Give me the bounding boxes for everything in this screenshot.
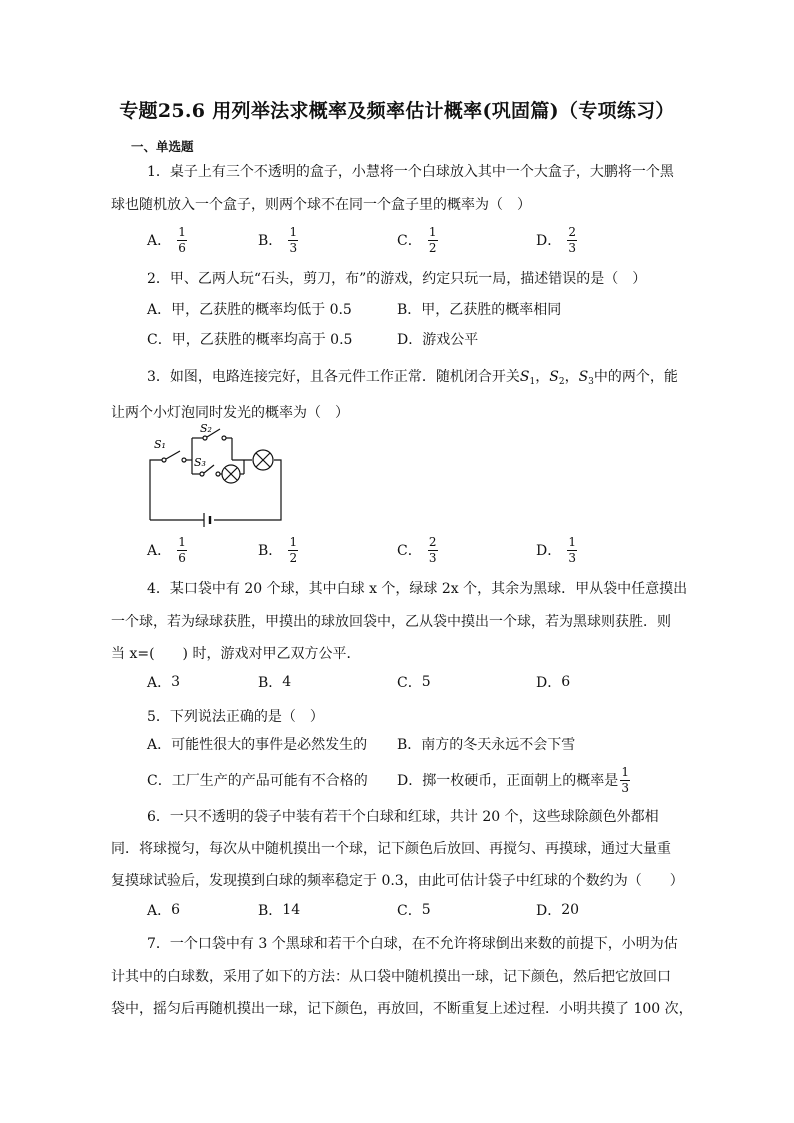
question-7-line-1: 7．一个口袋中有 3 个黑球和若干个白球，在不允许将球倒出来数的前提下，小明为估 (147, 936, 678, 952)
option-text: 4 (282, 674, 292, 690)
question-1-line-2: 球也随机放入一个盒子，则两个球不在同一个盒子里的概率为（ ） (111, 197, 531, 213)
question-4-line-2: 一个球，若为绿球获胜，甲摸出的球放回袋中，乙从袋中摸出一个球，若为黑球则获胜．则 (111, 614, 671, 630)
q6-option-a[interactable] (147, 892, 180, 928)
q3-option-d[interactable] (536, 532, 579, 568)
q4-option-b[interactable] (258, 664, 291, 700)
question-6-options (147, 892, 707, 928)
option-text: 6 (171, 902, 181, 918)
q4-option-c[interactable] (397, 664, 431, 700)
q6-option-c[interactable] (397, 892, 431, 928)
fraction: $\frac{2}{3}$ (568, 224, 577, 255)
option-text: 6 (561, 674, 571, 690)
option-text: 甲，乙获胜的概率相同 (421, 302, 562, 318)
q1-option-c[interactable] (397, 222, 440, 258)
page-title: 专题25.6 用列举法求概率及频率估计概率(巩固篇)（专项练习） (119, 100, 675, 122)
option-label: A． (147, 543, 172, 559)
q5-option-a[interactable] (147, 726, 367, 762)
circuit-diagram (140, 424, 290, 528)
option-label: D． (397, 332, 423, 348)
fraction: $\frac{1}{2}$ (289, 534, 298, 565)
option-label: B． (258, 233, 283, 249)
option-label: D． (536, 543, 562, 559)
option-label: B． (397, 737, 422, 753)
option-label: A． (147, 233, 172, 249)
question-1-options (147, 222, 707, 258)
option-text: 14 (282, 902, 301, 918)
fraction: $\frac{1}{3}$ (621, 764, 630, 795)
q1-option-b[interactable] (258, 222, 300, 258)
option-text: 5 (421, 902, 431, 918)
option-label: A． (147, 675, 172, 691)
fraction: $\frac{1}{6}$ (178, 224, 186, 255)
lamp-bottom (222, 465, 240, 483)
option-text: 可能性很大的事件是必然发生的 (171, 737, 368, 753)
q6-option-b[interactable] (258, 892, 300, 928)
q5-option-d[interactable] (397, 762, 632, 798)
option-text: 掷一枚硬币，正面朝上的概率是 (422, 773, 619, 789)
fraction: $\frac{1}{2}$ (428, 224, 437, 255)
lamp-right (253, 450, 273, 470)
option-label: A． (147, 737, 172, 753)
option-label: C． (147, 773, 172, 789)
option-label: C． (397, 543, 422, 559)
question-6-line-1: 6．一只不透明的袋子中装有若干个白球和红球，共计 20 个，这些球除颜色外都相 (147, 809, 659, 825)
q4-option-d[interactable] (536, 664, 570, 700)
fraction: $\frac{1}{6}$ (178, 534, 186, 565)
question-5-options-row-2 (147, 762, 707, 798)
q3-option-a[interactable] (147, 532, 189, 568)
question-3-line-2: 让两个小灯泡同时发光的概率为（ ） (111, 405, 349, 421)
question-2-options-row-2 (147, 321, 707, 357)
q5-option-c[interactable] (147, 762, 368, 798)
question-4-line-3: 当 x=( ) 时，游戏对甲乙双方公平． (111, 646, 361, 662)
option-label: D． (397, 773, 423, 789)
question-7-line-3: 袋中，摇匀后再随机摸出一球，记下颜色，再放回，不断重复上述过程．小明共摸了 100 次， (111, 1001, 693, 1017)
q3-option-b[interactable] (258, 532, 300, 568)
option-label: B． (258, 675, 283, 691)
option-text: 游戏公平 (422, 332, 479, 348)
option-text: 3 (171, 674, 181, 690)
q3-option-c[interactable] (397, 532, 440, 568)
q2-option-d[interactable] (397, 321, 478, 357)
option-label: C． (147, 332, 172, 348)
q2-option-c[interactable] (147, 321, 352, 357)
question-1-line-1: 1．桌子上有三个不透明的盒子，小慧将一个白球放入其中一个大盒子，大鹏将一个黑 (147, 164, 674, 180)
section-heading: 一、单选题 (131, 139, 194, 154)
question-5-line-1: 5．下列说法正确的是（ ） (147, 709, 324, 725)
option-label: C． (397, 675, 422, 691)
option-text: 甲，乙获胜的概率均低于 0.5 (171, 302, 352, 318)
question-6-line-3: 复摸球试验后，发现摸到白球的频率稳定于 0.3，由此可估计袋子中红球的个数约为（ ） (111, 873, 684, 889)
option-label: B． (258, 903, 283, 919)
option-label: D． (536, 903, 562, 919)
option-text: 20 (561, 902, 580, 918)
option-text: 甲，乙获胜的概率均高于 0.5 (171, 332, 353, 348)
question-2-line-1: 2．甲、乙两人玩“石头，剪刀，布”的游戏，约定只玩一局，描述错误的是（ ） (147, 271, 647, 287)
q4-option-a[interactable] (147, 664, 180, 700)
switch-s2-label: S₂ (200, 424, 212, 435)
switch-s3-label: S₃ (194, 456, 206, 469)
option-label: A． (147, 903, 172, 919)
switch-s1-label: S₁ (154, 438, 166, 451)
question-3-options (147, 532, 707, 568)
option-label: B． (258, 543, 283, 559)
fraction: $\frac{1}{3}$ (568, 534, 577, 565)
option-label: A． (147, 302, 172, 318)
question-4-line-1: 4．某口袋中有 20 个球，其中白球 x 个，绿球 2x 个，其余为黑球．甲从袋中任意摸出 (147, 581, 688, 597)
option-label: C． (397, 903, 422, 919)
q1-option-a[interactable] (147, 222, 189, 258)
fraction: $\frac{1}{3}$ (289, 224, 298, 255)
q5-option-b[interactable] (397, 726, 575, 762)
option-label: B． (397, 302, 422, 318)
q6-option-d[interactable] (536, 892, 579, 928)
option-text: 南方的冬天永远不会下雪 (421, 737, 576, 753)
option-text: 5 (421, 674, 431, 690)
question-6-line-2: 同．将球搅匀，每次从中随机摸出一个球，记下颜色后放回、再搅匀、再摸球，通过大量重 (111, 841, 671, 857)
question-7-line-2: 计其中的白球数，采用了如下的方法：从口袋中随机摸出一球，记下颜色，然后把它放回口 (111, 969, 671, 985)
question-3-line-1: 3．如图，电路连接完好，且各元件工作正常．随机闭合开关$S_1$，$S_2$，$S_3$中的两个，能 (147, 369, 678, 387)
option-label: C． (397, 233, 422, 249)
option-label: D． (536, 675, 562, 691)
question-4-options (147, 664, 707, 700)
q1-option-d[interactable] (536, 222, 579, 258)
option-label: D． (536, 233, 562, 249)
fraction: $\frac{2}{3}$ (428, 534, 437, 565)
question-5-options-row-1 (147, 726, 707, 762)
option-text: 工厂生产的产品可能有不合格的 (171, 773, 368, 789)
